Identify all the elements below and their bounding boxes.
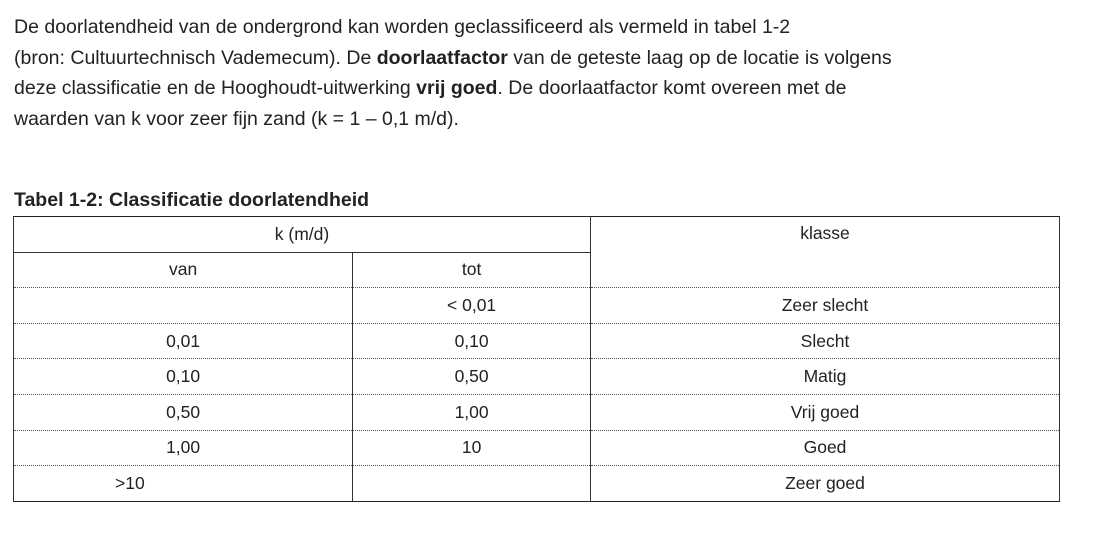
cell-tot xyxy=(353,466,591,502)
header-k: k (m/d) xyxy=(14,217,591,253)
header-klasse: klasse xyxy=(591,217,1060,288)
table-row xyxy=(14,394,1060,430)
paragraph-line-1: De doorlatendheid van de ondergrond kan worden geclassificeerd als vermeld in tabel 1-2 xyxy=(14,16,791,38)
cell-klasse: Vrij goed xyxy=(591,394,1060,430)
cell-tot: 0,10 xyxy=(353,323,591,359)
intro-paragraph xyxy=(14,12,1094,134)
term-vrij-goed: vrij goed xyxy=(416,77,498,99)
table-row xyxy=(14,466,1060,502)
table-row xyxy=(14,359,1060,395)
paragraph-line-4: waarden van k voor zeer fijn zand (k = 1 – 0,1 m/d). xyxy=(14,107,459,130)
paragraph-line-3c: . De doorlaatfactor komt overeen met de xyxy=(497,77,847,99)
cell-klasse: Zeer goed xyxy=(591,466,1060,502)
table-row xyxy=(14,288,1060,324)
table-row xyxy=(14,430,1060,466)
cell-van: 0,50 xyxy=(14,394,353,430)
cell-van: 1,00 xyxy=(14,430,353,466)
table-header-row-1 xyxy=(14,217,1060,253)
table-caption: Tabel 1-2: Classificatie doorlatendheid xyxy=(14,189,370,211)
header-tot: tot xyxy=(353,252,591,288)
cell-klasse: Slecht xyxy=(591,323,1060,359)
header-van: van xyxy=(14,252,353,288)
cell-klasse: Goed xyxy=(591,430,1060,466)
cell-tot: 0,50 xyxy=(353,359,591,395)
cell-tot: 10 xyxy=(353,430,591,466)
cell-van xyxy=(14,288,353,324)
paragraph-line-2a: (bron: Cultuurtechnisch Vademecum). De xyxy=(14,46,377,69)
cell-van: 0,01 xyxy=(14,323,353,359)
term-doorlaatfactor: doorlaatfactor xyxy=(376,46,508,69)
classification-table xyxy=(13,216,1060,502)
cell-tot: 1,00 xyxy=(353,394,591,430)
paragraph-line-3a: deze classificatie en de Hooghoudt-uitwerking xyxy=(14,77,417,99)
paragraph-line-2c: van de geteste laag op de locatie is volgens xyxy=(507,46,892,69)
cell-van: 0,10 xyxy=(14,359,353,395)
table-row xyxy=(14,323,1060,359)
cell-van: >10 xyxy=(14,466,353,502)
cell-klasse: Zeer slecht xyxy=(591,288,1060,324)
cell-tot: < 0,01 xyxy=(353,288,591,324)
cell-klasse: Matig xyxy=(591,359,1060,395)
